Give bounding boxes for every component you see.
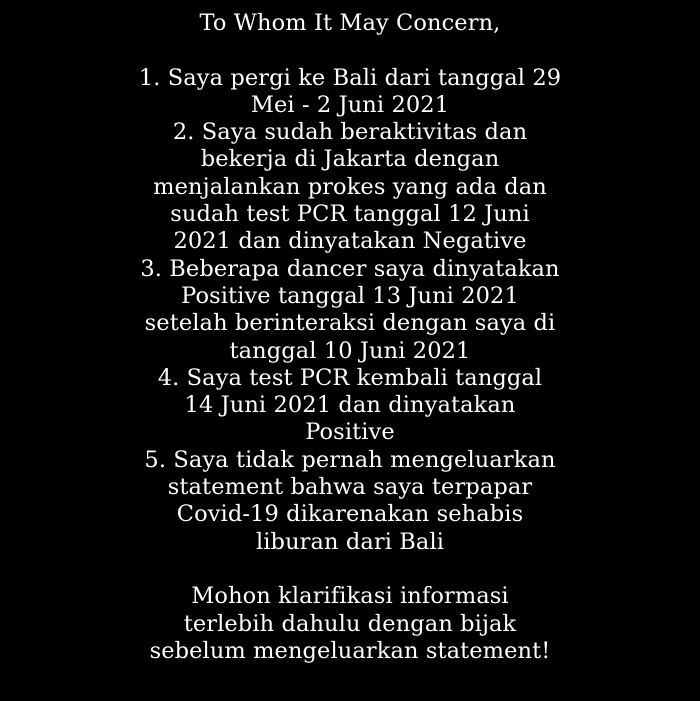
- point-2-line-5: 2021 dan dinyatakan Negative: [173, 228, 527, 255]
- paragraph-spacer: [0, 37, 700, 64]
- point-3-line-3: setelah berinteraksi dengan saya di: [144, 310, 556, 337]
- point-3-line-2: Positive tanggal 13 Juni 2021: [181, 282, 519, 309]
- point-2-line-3: menjalankan prokes yang ada dan: [153, 173, 547, 200]
- point-4-line-2: 14 Juni 2021 dan dinyatakan: [184, 392, 516, 419]
- point-4: [0, 365, 700, 447]
- point-4-line-1: 4. Saya test PCR kembali tanggal: [157, 364, 543, 391]
- point-1-line-2: Mei - 2 Juni 2021: [250, 91, 450, 118]
- salutation: To Whom It May Concern,: [199, 10, 501, 36]
- closing-line-3: sebelum mengeluarkan statement!: [149, 637, 551, 664]
- point-3-line-1: 3. Beberapa dancer saya dinyatakan: [140, 255, 560, 282]
- point-2: [0, 119, 700, 255]
- point-2-line-4: sudah test PCR tanggal 12 Juni: [170, 201, 530, 228]
- point-5-line-2: statement bahwa saya terpapar: [167, 474, 533, 501]
- point-2-line-1: 2. Saya sudah beraktivitas dan: [172, 119, 528, 146]
- point-5-line-1: 5. Saya tidak pernah mengeluarkan: [144, 446, 556, 473]
- point-5-line-4: liburan dari Bali: [255, 528, 445, 555]
- closing-line-1: Mohon klarifikasi informasi: [191, 583, 509, 610]
- point-1: [0, 65, 700, 120]
- point-1-line-1: 1. Saya pergi ke Bali dari tanggal 29: [138, 64, 562, 91]
- point-3: [0, 256, 700, 365]
- point-2-line-2: bekerja di Jakarta dengan: [200, 146, 500, 173]
- closing-paragraph: [0, 583, 700, 665]
- point-5: [0, 447, 700, 556]
- closing-line-2: terlebih dahulu dengan bijak: [183, 610, 517, 637]
- point-3-line-4: tanggal 10 Juni 2021: [229, 337, 471, 364]
- point-4-line-3: Positive: [305, 419, 395, 446]
- paragraph-spacer: [0, 556, 700, 583]
- point-5-line-3: Covid-19 dikarenakan sehabis: [176, 501, 524, 528]
